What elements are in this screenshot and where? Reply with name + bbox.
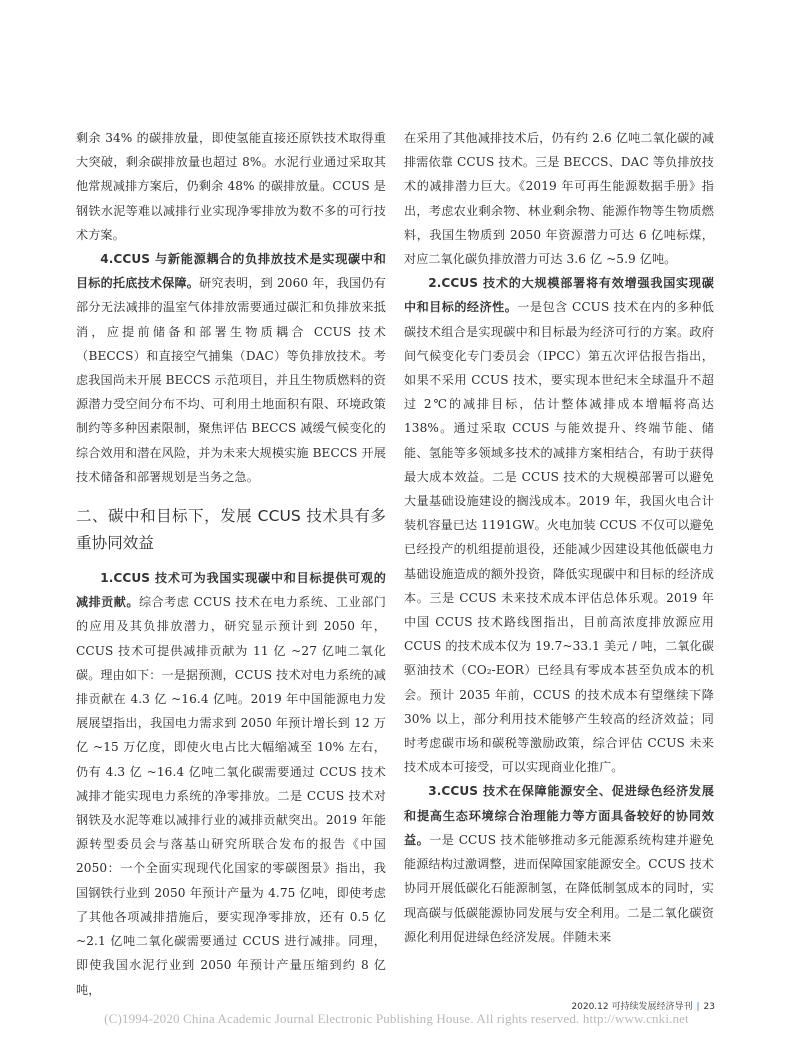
paragraph-lead-heading: 1.CCUS 技术可为我国实现碳中和目标提供可观的减排贡献。	[76, 571, 386, 610]
journal-name: 可持续发展经济导刊	[611, 1002, 693, 1012]
page-number: 23	[703, 1002, 715, 1012]
copyright-watermark: (C)1994-2020 China Academic Journal Electronic Publishing House. All rights reserved. http://www.cnki.net	[104, 1011, 689, 1026]
paragraph-carryover: 在采用了其他减排技术后，仍有约 2.6 亿吨二氧化碳的减排需依靠 CCUS 技术。三是 BECCS、DAC 等负排放技术的减排潜力巨大。《2019 年可再生能源数据手册》指出，考虑农业剩余物、林业剩余物、能源作物等生物质燃料，我国生物质到 2050 年资源潜力可达 6 亿吨标煤，对应二氧化碳负排放潜力可达 3.6 亿 ~5.9 亿吨。	[404, 131, 714, 267]
left-column	[76, 126, 386, 1002]
paragraph-negative-emission	[76, 247, 386, 489]
footer-separator: |	[696, 1002, 700, 1012]
issue-date: 2020.12	[571, 1002, 609, 1012]
paragraph-synergy	[404, 779, 714, 948]
paragraph-body: 综合考虑 CCUS 技术在电力系统、工业部门的应用及其负排放潜力，研究显示预计到 2050 年，CCUS 技术可提供减排贡献为 11 亿 ~27 亿吨二氧化碳。理由如下：一是据预测，CCUS 技术对电力系统的减排贡献在 4.3 亿 ~16.4 亿吨。2019 年中国能源电力发展展望指出，我国电力需求到 2050 年预计增长到 12 万亿 ~15 万亿度，即使火电占比大幅缩减至 10% 左右，仍有 4.3 亿 ~16.4 亿吨二氧化碳需要通过 CCUS 技术减排才能实现电力系统的净零排放。二是 CCUS 技术对钢铁及水泥等难以减排行业的减排贡献突出。2019 年能源转型委员会与落基山研究所联合发布的报告《中国 2050：一个全面实现现代化国家的零碳图景》指出，我国钢铁行业到 2050 年预计产量为 4.75 亿吨，即使考虑了其他各项减排措施后，要实现净零排放，还有 0.5 亿 ~2.1 亿吨二氧化碳需要通过 CCUS 进行减排。同理，即使我国水泥行业到 2050 年预计产量压缩到约 8 亿吨，	[76, 595, 386, 997]
paragraph-emission-contribution	[76, 566, 386, 1002]
paragraph-body: 研究表明，到 2060 年，我国仍有部分无法减排的温室气体排放需要通过碳汇和负排放来抵消，应提前储备和部署生物质耦合 CCUS 技术（BECCS）和直接空气捕集（DAC）等负排放技术。考虑我国尚未开展 BECCS 示范项目，并且生物质燃料的资源潜力受空间分布不均、可利用土地面积有限、环境政策制约等多种因素限制，聚焦评估 BECCS 减缓气候变化的综合效用和潜在风险，并为未来大规模实施 BECCS 开展技术储备和部署规划是当务之急。	[76, 276, 386, 484]
paragraph-lead-heading: 2.CCUS 技术的大规模部署将有效增强我国实现碳中和目标的经济性。	[404, 276, 714, 315]
section-heading: 二、碳中和目标下，发展 CCUS 技术具有多重协同效益	[76, 507, 386, 553]
paragraph-lead-heading: 4.CCUS 与新能源耦合的负排放技术是实现碳中和目标的托底技术保障。	[76, 252, 386, 291]
right-column	[404, 126, 714, 949]
paragraph-economics	[404, 271, 714, 779]
paragraph-body: 一是 CCUS 技术能够推动多元能源系统构建并避免能源结构过激调整，进而保障国家能源安全。CCUS 技术协同开展低碳化石能源制氢，在降低制氢成本的同时，实现高碳与低碳能源协同发展与安全利用。二是二氧化碳资源化利用促进绿色经济发展。伴随未来	[404, 832, 714, 944]
paragraph-carryover: 剩余 34% 的碳排放量，即使氢能直接还原铁技术取得重大突破，剩余碳排放量也超过 8%。水泥行业通过采取其他常规减排方案后，仍剩余 48% 的碳排放量。CCUS 是钢铁水泥等难以减排行业实现净零排放为数不多的可行技术方案。	[76, 131, 386, 242]
paragraph-body: 一是包含 CCUS 技术在内的多种低碳技术组合是实现碳中和目标最为经济可行的方案。政府间气候变化专门委员会（IPCC）第五次评估报告指出，如果不采用 CCUS 技术，要实现本世纪末全球温升不超过 2℃的减排目标，估计整体减排成本增幅将高达 138%。通过采取 CCUS 与能效提升、终端节能、储能、氢能等多领域多技术的减排方案相结合，有助于获得最大成本效益。二是 CCUS 技术的大规模部署可以避免大量基础设施建设的搁浅成本。2019 年，我国火电合计装机容量已达 1191GW。火电加装 CCUS 不仅可以避免已经投产的机组提前退役，还能减少因建设其他低碳电力基础设施造成的额外投资，降低实现碳中和目标的经济成本。三是 CCUS 未来技术成本评估总体乐观。2019 年中国 CCUS 技术路线图指出，目前高浓度排放源应用 CCUS 的技术成本仅为 19.7~33.1 美元 / 吨，二氧化碳驱油技术（CO₂-EOR）已经具有零成本甚至负成本的机会。预计 2035 年前，CCUS 的技术成本有望继续下降 30% 以上，部分利用技术能够产生较高的经济效益；同时考虑碳市场和碳税等激励政策，综合评估 CCUS 未来技术成本可接受，可以实现商业化推广。	[404, 300, 714, 775]
paragraph-lead-heading: 3.CCUS 技术在保障能源安全、促进绿色经济发展和提高生态环境综合治理能力等方面具备较好的协同效益。	[404, 784, 714, 847]
